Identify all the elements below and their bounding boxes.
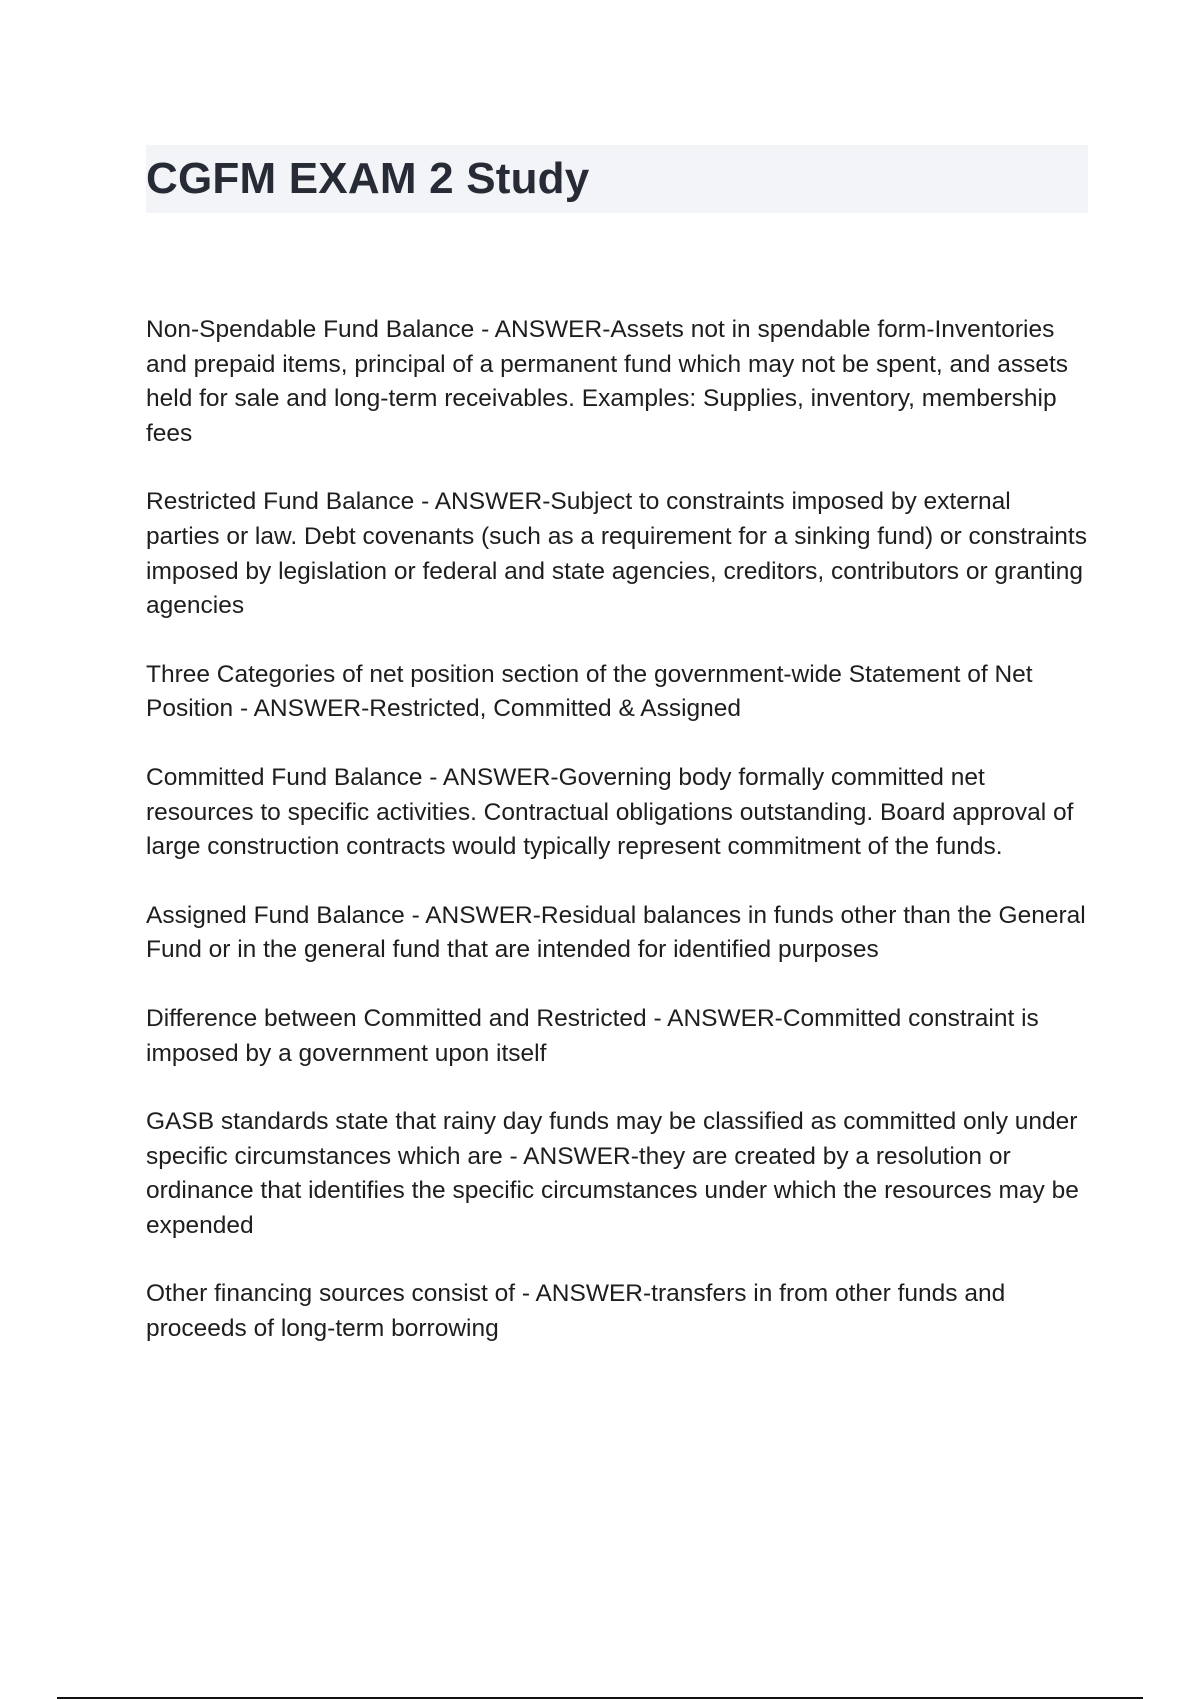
qa-question: Three Categories of net position section of the government-wide Statement of Net Position [146, 660, 1033, 723]
answer-separator: - ANSWER- [233, 695, 370, 723]
answer-separator: - ANSWER- [515, 1280, 652, 1308]
qa-item [146, 658, 1088, 727]
qa-question: Difference between Committed and Restricted [146, 1004, 647, 1032]
qa-answer: transfers in from other funds and proceeds of long-term borrowing [146, 1280, 1006, 1343]
qa-item [146, 1105, 1088, 1243]
qa-question: Restricted Fund Balance [146, 488, 415, 516]
answer-separator: - ANSWER- [404, 901, 541, 929]
qa-item [146, 485, 1088, 623]
qa-list [146, 313, 1088, 1381]
qa-answer: Restricted, Committed & Assigned [369, 695, 742, 723]
title-banner [146, 145, 1088, 213]
qa-answer: they are created by a resolution or ordinance that identifies the specific circumstances under which the resources may be expended [146, 1142, 1079, 1239]
qa-question: Non-Spendable Fund Balance [146, 316, 475, 343]
qa-answer: Committed constraint is imposed by a government upon itself [146, 1004, 1039, 1067]
qa-answer: Governing body formally committed net resources to specific activities. Contractual obligations outstanding. Board approval of large construction contracts would typically represent commitment of the funds. [146, 763, 1074, 861]
qa-item [146, 313, 1088, 451]
qa-answer: Subject to constraints imposed by external parties or law. Debt covenants (such as a requirement for a sinking fund) or constraints imposed by legislation or federal and state agencies, creditors, contributors or granting agencies [146, 488, 1087, 620]
qa-item [146, 1002, 1088, 1071]
page-footer-rule [57, 1697, 1143, 1699]
qa-item [146, 899, 1088, 968]
answer-separator: - ANSWER- [414, 488, 551, 516]
qa-item [146, 761, 1088, 865]
qa-answer: Residual balances in funds other than the General Fund or in the general fund that are intended for identified purposes [146, 901, 1086, 964]
answer-separator: - ANSWER- [502, 1142, 639, 1170]
answer-separator: - ANSWER- [422, 763, 559, 791]
qa-question: GASB standards state that rainy day funds may be classified as committed only under specific circumstances which are [146, 1108, 1078, 1170]
qa-question: Assigned Fund Balance [146, 901, 405, 929]
answer-separator: - ANSWER- [474, 316, 611, 343]
qa-question: Other financing sources consist of [146, 1280, 516, 1308]
answer-separator: - ANSWER- [646, 1004, 783, 1032]
qa-item [146, 1277, 1088, 1346]
qa-answer: Assets not in spendable form-Inventories and prepaid items, principal of a permanent fund which may not be spent, and assets held for sale and long-term receivables. Examples: Supplies, inventory, membership fees [146, 316, 1069, 447]
page-title: CGFM EXAM 2 Study [146, 154, 590, 203]
qa-question: Committed Fund Balance [146, 763, 423, 791]
